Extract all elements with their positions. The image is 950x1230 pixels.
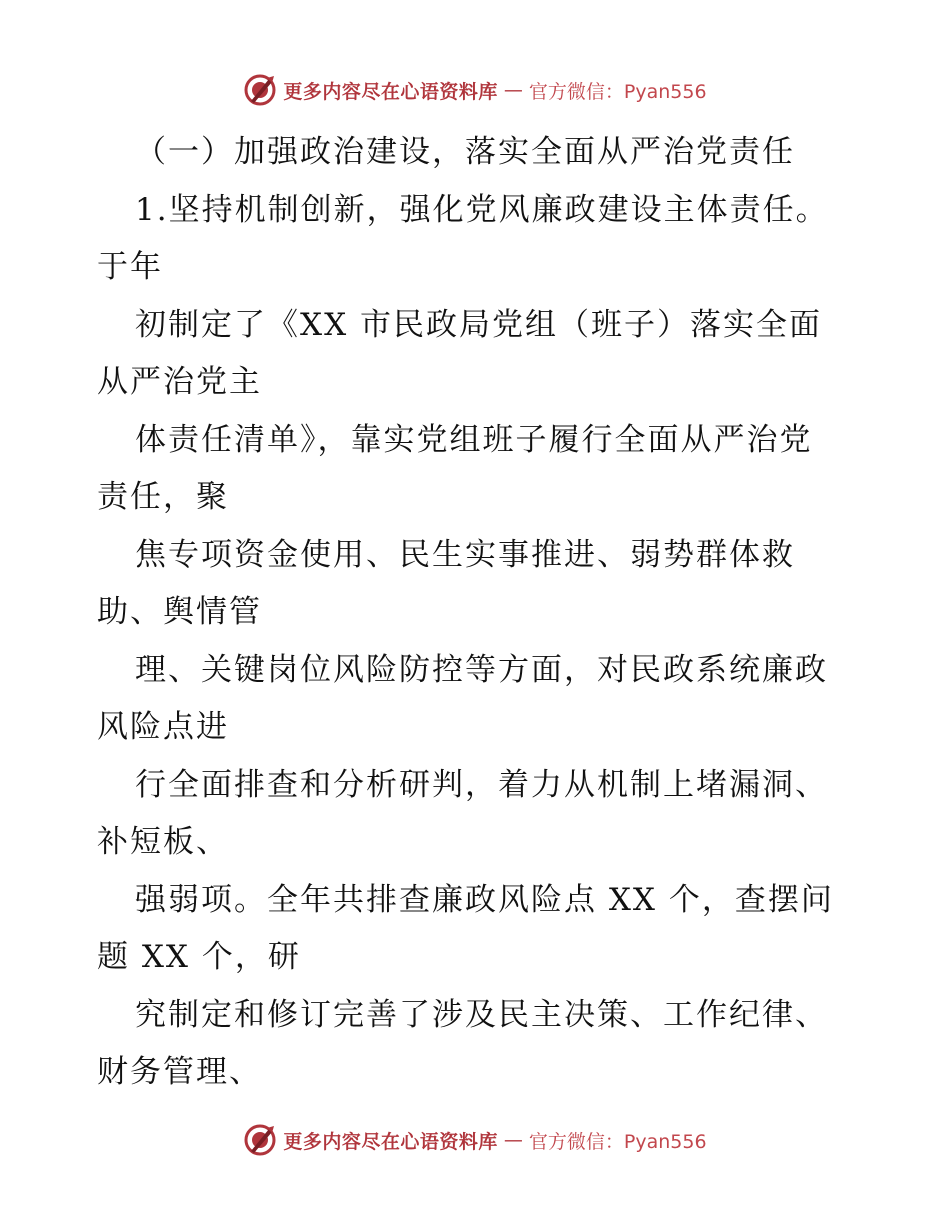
paragraph-line: 理、关键岗位风险防控等方面，对民政系统廉政 bbox=[135, 651, 828, 688]
paragraph-line: 题 XX 个，研 bbox=[97, 939, 301, 975]
paragraph-line: 风险点进 bbox=[97, 709, 229, 745]
paragraph-line: 于年 bbox=[97, 249, 163, 285]
header-wechat-text: 官方微信：Pyan556 bbox=[528, 80, 707, 103]
paragraph-line: 焦专项资金使用、民生实事推进、弱势群体救 bbox=[135, 536, 795, 573]
header-banner bbox=[0, 70, 950, 110]
paragraph-line: 责任，聚 bbox=[97, 479, 229, 515]
header-promo-text: 更多内容尽在心语资料库 bbox=[283, 80, 498, 103]
footer-promo-text: 更多内容尽在心语资料库 bbox=[283, 1130, 498, 1153]
paragraph-line: 行全面排查和分析研判，着力从机制上堵漏洞、 bbox=[135, 766, 828, 803]
paragraph-line: 究制定和修订完善了涉及民主决策、工作纪律、 bbox=[135, 996, 828, 1033]
document-body bbox=[97, 124, 867, 1102]
paragraph-line: 1.坚持机制创新，强化党风廉政建设主体责任。 bbox=[135, 191, 829, 228]
paragraph-line: 助、舆情管 bbox=[97, 594, 262, 630]
footer-banner bbox=[0, 1120, 950, 1160]
paragraph-line: 体责任清单》，靠实党组班子履行全面从严治党 bbox=[135, 421, 813, 458]
footer-wechat-text: 官方微信：Pyan556 bbox=[528, 1130, 707, 1153]
paragraph-line: 强弱项。全年共排查廉政风险点 XX 个，查摆问 bbox=[135, 881, 834, 918]
paragraph-line: 初制定了《XX 市民政局党组（班子）落实全面 bbox=[135, 306, 822, 343]
footer-separator: — bbox=[503, 1129, 523, 1151]
paragraph-line: 补短板、 bbox=[97, 824, 229, 860]
paragraph-line: 从严治党主 bbox=[97, 364, 262, 400]
header-separator: — bbox=[503, 79, 523, 101]
paragraph-line: 财务管理、 bbox=[97, 1054, 262, 1090]
section-heading: （一）加强政治建设，落实全面从严治党责任 bbox=[135, 134, 795, 170]
quill-seal-icon bbox=[243, 1123, 277, 1157]
quill-seal-icon bbox=[243, 73, 277, 107]
